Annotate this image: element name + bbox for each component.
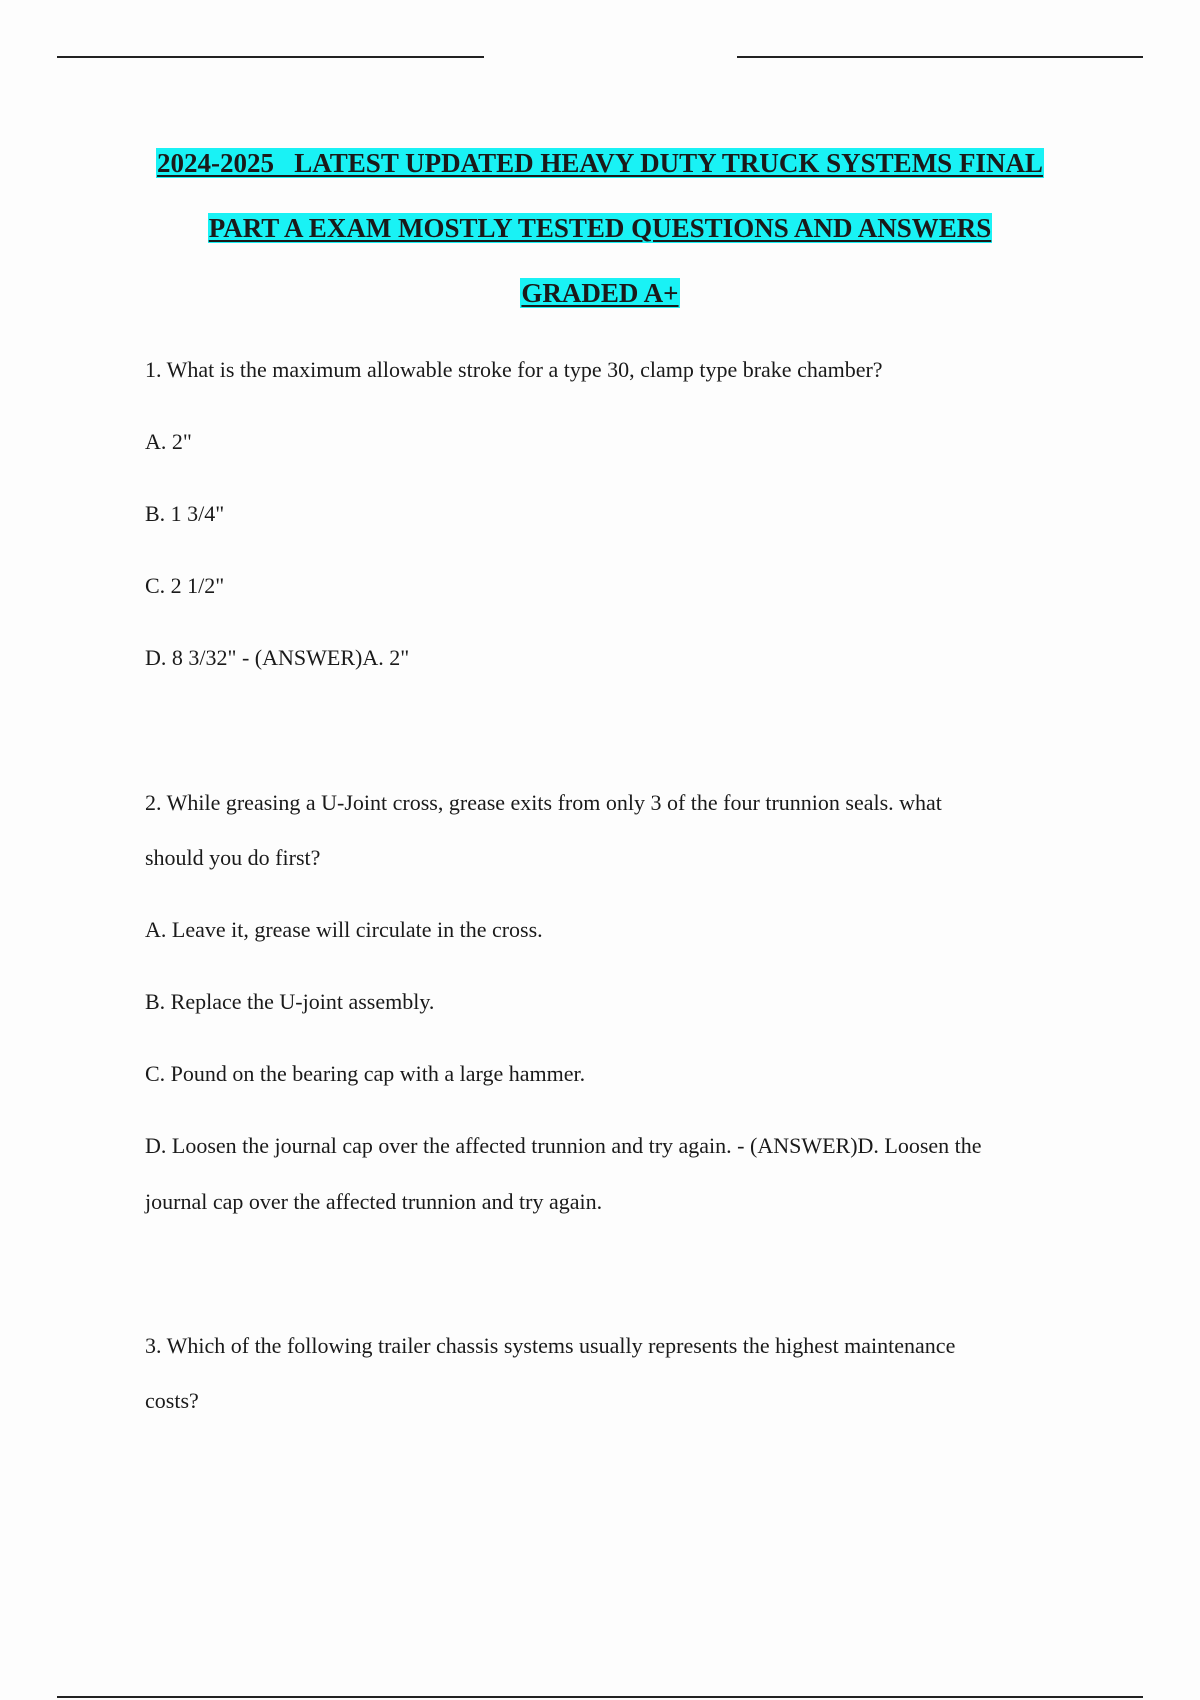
question-2-option-d-answer-line-2: journal cap over the affected trunnion and try again. — [145, 1189, 603, 1214]
footer-rule — [57, 1696, 1143, 1698]
question-2-text-line-1: 2. While greasing a U-Joint cross, grease exits from only 3 of the four trunnion seals. what — [145, 790, 942, 815]
question-1-text: 1. What is the maximum allowable stroke for a type 30, clamp type brake chamber? — [145, 357, 883, 382]
question-2-option-d-answer-line-1: D. Loosen the journal cap over the affected trunnion and try again. - (ANSWER)D. Loosen the — [145, 1133, 982, 1158]
title-line-2 — [0, 211, 1200, 245]
question-2-text-line-2: should you do first? — [145, 845, 321, 870]
header-rule-left — [57, 56, 484, 58]
question-3-text-line-1: 3. Which of the following trailer chassis systems usually represents the highest maintenance — [145, 1333, 956, 1358]
title-line-3 — [0, 276, 1200, 310]
question-3-text-line-2: costs? — [145, 1388, 199, 1413]
title-line-1 — [0, 146, 1200, 180]
question-1-option-d-answer: D. 8 3/32" - (ANSWER)A. 2" — [145, 645, 410, 670]
question-1-option-a: A. 2" — [145, 429, 192, 454]
question-2-option-c: C. Pound on the bearing cap with a large hammer. — [145, 1061, 586, 1086]
question-1-option-c: C. 2 1/2" — [145, 573, 225, 598]
question-2-option-a: A. Leave it, grease will circulate in the cross. — [145, 917, 543, 942]
title-text-2: PART A EXAM MOSTLY TESTED QUESTIONS AND ANSWERS — [208, 213, 992, 243]
header-rule-right — [737, 56, 1143, 58]
title-text-1: 2024-2025 LATEST UPDATED HEAVY DUTY TRUCK SYSTEMS FINAL — [157, 148, 1043, 178]
question-1-option-b: B. 1 3/4" — [145, 501, 225, 526]
question-2-option-b: B. Replace the U-joint assembly. — [145, 989, 435, 1014]
title-text-3: GRADED A+ — [521, 278, 679, 308]
